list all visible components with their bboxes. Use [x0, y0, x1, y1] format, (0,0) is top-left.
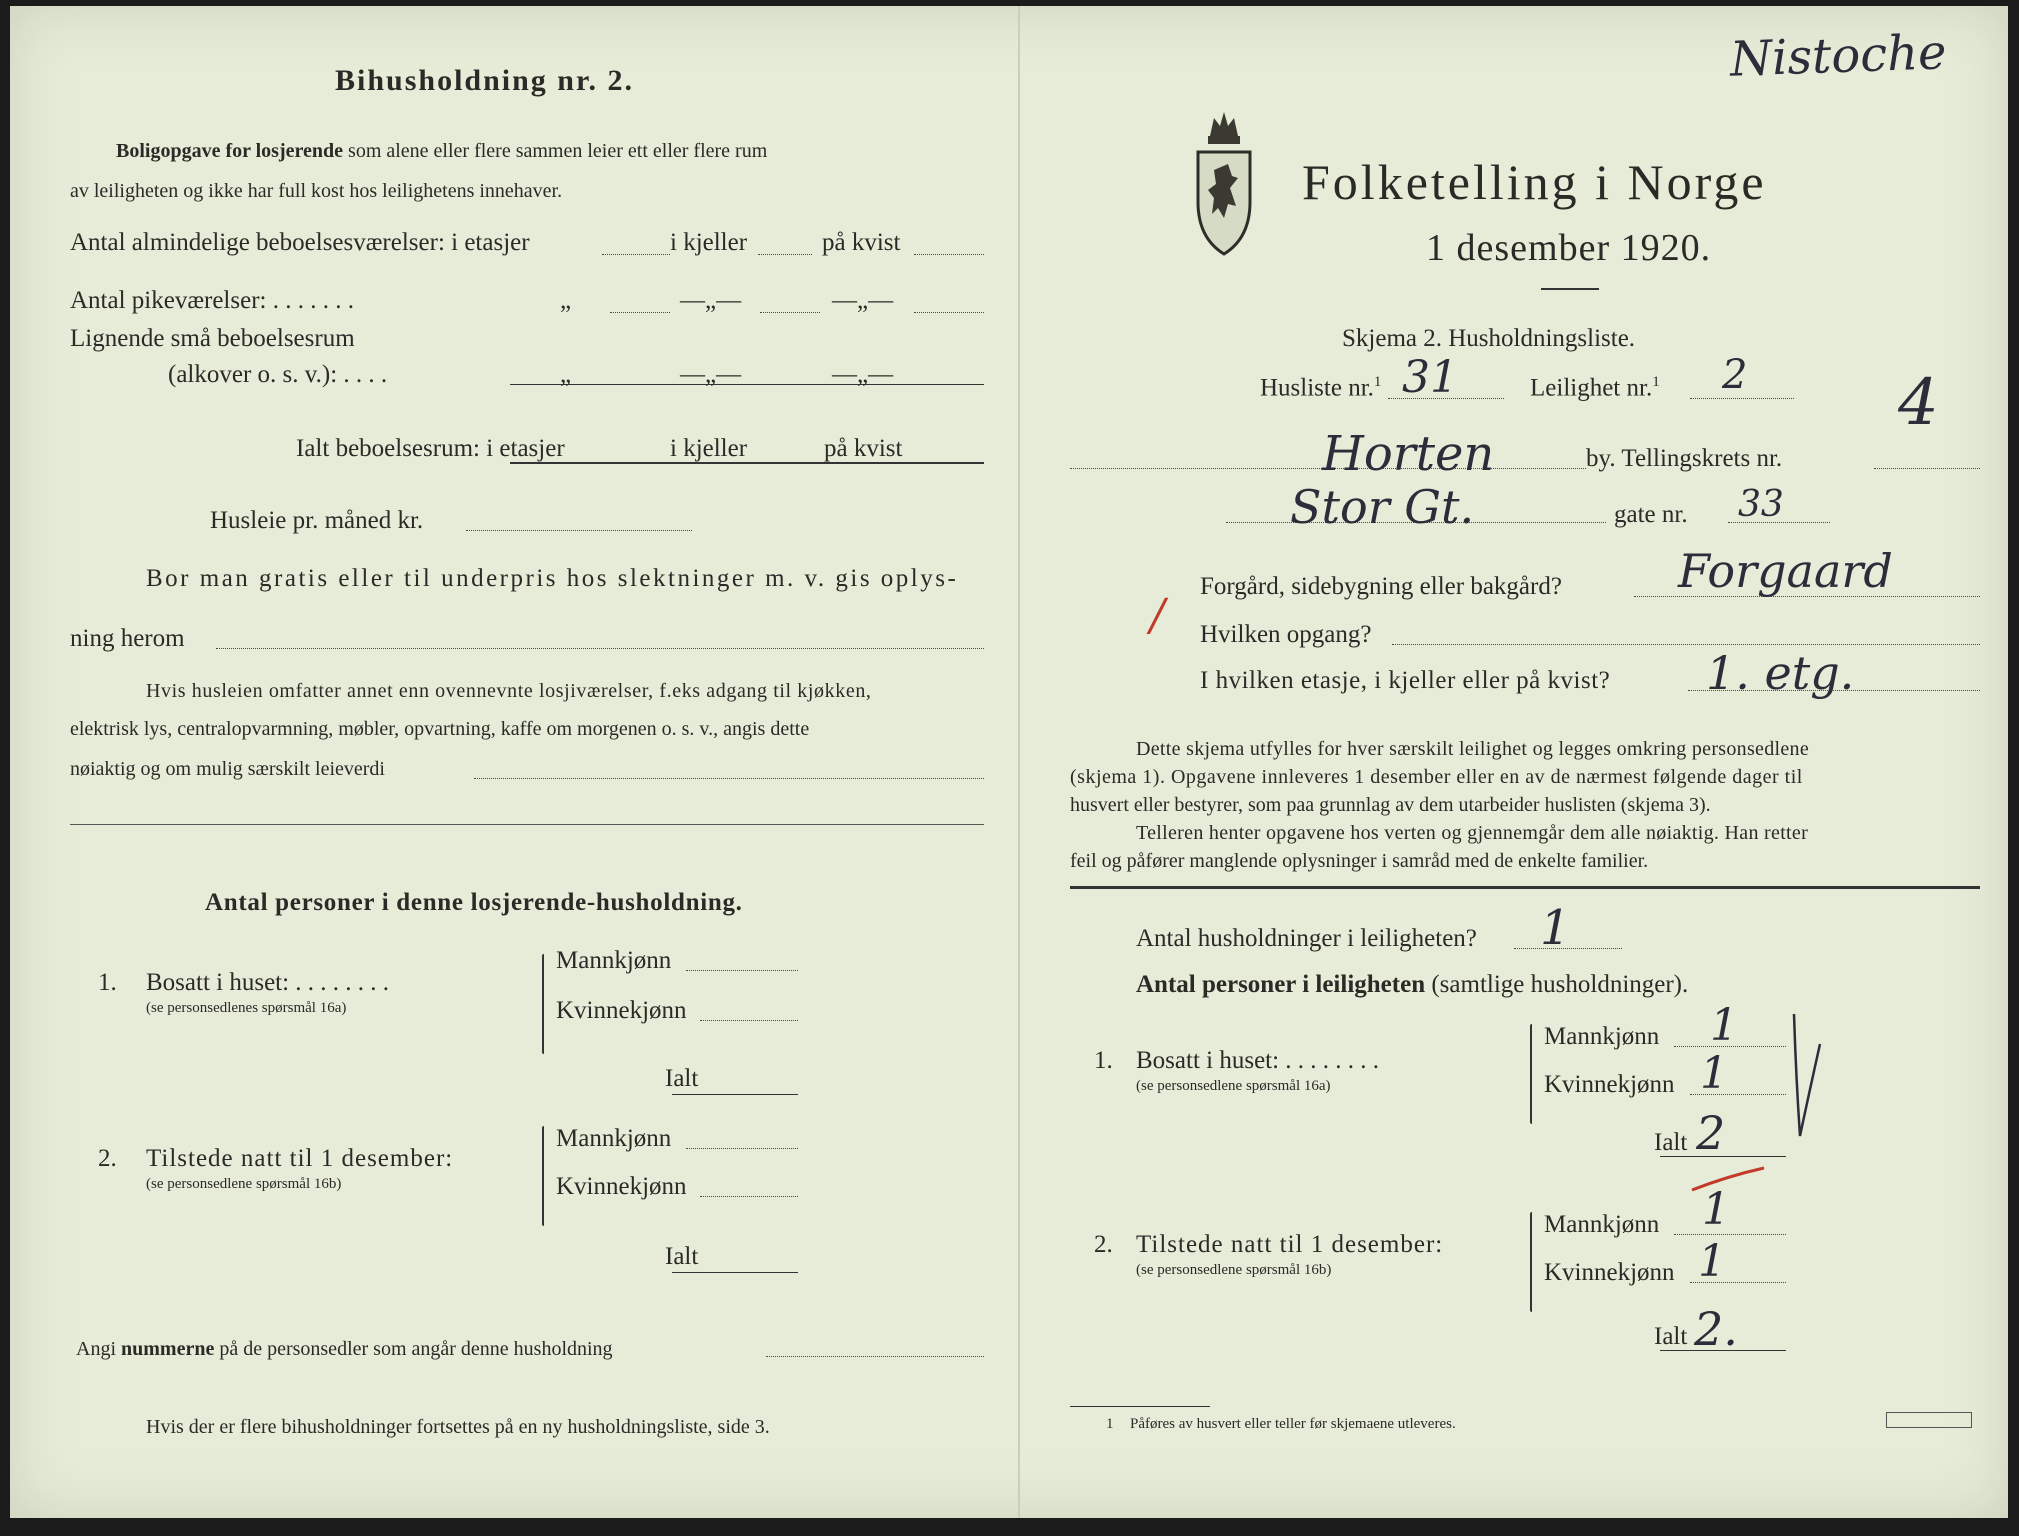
lignende-label-2: (alkover o. s. v.): . . . . — [168, 361, 388, 388]
r-q1-kvinne-label: Kvinnekjønn — [1544, 1071, 1675, 1098]
q1-mann-field[interactable] — [686, 970, 798, 971]
r-q1-mann-label: Mannkjønn — [1544, 1023, 1660, 1050]
lignende-ditto-3: —„— — [832, 361, 894, 388]
opgang-label: Hvilken opgang? — [1200, 621, 1372, 648]
q2-kvinne-label: Kvinnekjønn — [556, 1173, 687, 1200]
husleie-field[interactable] — [466, 530, 692, 531]
angi-pre: Angi — [76, 1338, 116, 1360]
hvis-line-3: nøiaktig og om mulig særskilt leieverdi — [70, 758, 385, 780]
rooms-kjeller-field[interactable] — [758, 254, 812, 255]
ialt-kjeller-label: i kjeller — [670, 435, 748, 462]
q1-label: Bosatt i huset: . . . . . . . . — [146, 969, 390, 996]
q2-number: 2. — [98, 1145, 117, 1172]
forgard-value: Forgaard — [1678, 544, 1893, 598]
lignende-ditto-1: „ — [560, 361, 572, 388]
ialt-kvist-label: på kvist — [824, 435, 903, 462]
left-page-bihusholdning — [10, 6, 1010, 1518]
angi-post: på de personsedler som angår denne husholdning — [219, 1338, 613, 1360]
instruction-line-4: Telleren henter opgavene hos verten og gjennemgår dem alle nøiaktig. Han retter — [1136, 822, 1809, 844]
bor-line-2: ning herom — [70, 625, 185, 652]
r-q2-mann-value: 1 — [1702, 1184, 1730, 1235]
pike-field-1[interactable] — [610, 312, 670, 313]
corner-handwritten-note: Nistoche — [1729, 24, 1948, 88]
q1-ialt-label: Ialt — [665, 1065, 699, 1092]
footnote-text: Påføres av husvert eller teller før skjemaene utleveres. — [1130, 1416, 1456, 1432]
etasje-label: I hvilken etasje, i kjeller eller på kvist? — [1200, 667, 1611, 694]
husleie-label: Husleie pr. måned kr. — [210, 507, 424, 534]
instruction-line-2: (skjema 1). Opgavene innleveres 1 desember eller en av de nærmest følgende dager til — [1070, 766, 1803, 788]
q2-ialt-label: Ialt — [665, 1243, 699, 1270]
etasje-value: 1. etg. — [1706, 646, 1855, 700]
q1-mann-label: Mannkjønn — [556, 947, 672, 974]
pike-ditto-1: „ — [560, 287, 572, 314]
husliste-label: Husliste nr.$^1$ — [1260, 374, 1382, 402]
r-q2-sub: (se personsedlene spørsmål 16b) — [1136, 1262, 1332, 1278]
r-q1-mann-value: 1 — [1710, 1000, 1738, 1051]
bor-field[interactable] — [216, 648, 984, 649]
husliste-value: 31 — [1402, 352, 1458, 403]
instruction-line-3: husvert eller bestyrer, som paa grunnlag av dem utarbeider huslisten (skjema 3). — [1070, 794, 1711, 816]
pike-ditto-3: —„— — [832, 287, 894, 314]
printer-stamp — [1886, 1412, 1972, 1428]
title-rule — [1541, 288, 1599, 290]
gate-nr-value: 33 — [1738, 484, 1784, 525]
ialt-rum-label: Ialt beboelsesrum: i etasjer — [296, 435, 565, 462]
personer-heading-rest: (samtlige husholdninger). — [1431, 971, 1689, 998]
census-form-sheet — [10, 6, 2008, 1518]
leilighet-value: 2 — [1722, 352, 1748, 398]
r-q2-number: 2. — [1094, 1231, 1113, 1258]
q2-label: Tilstede natt til 1 desember: — [146, 1145, 454, 1172]
right-page-husholdningsliste — [1026, 6, 2008, 1518]
lignende-label-1: Lignende små beboelsesrum — [70, 325, 355, 352]
rooms-etasjer-field[interactable] — [602, 254, 670, 255]
bor-line-1: Bor man gratis eller til underpris hos slektninger m. v. gis oplys- — [146, 565, 959, 592]
forgard-label: Forgård, sidebygning eller bakgård? — [1200, 573, 1562, 600]
husholdninger-label: Antal husholdninger i leiligheten? — [1136, 925, 1477, 952]
r-q1-brace — [1530, 1024, 1532, 1124]
r-q2-kvinne-label: Kvinnekjønn — [1544, 1259, 1675, 1286]
r-q2-ialt-label: Ialt — [1654, 1323, 1688, 1350]
hvis-line-1: Hvis husleien omfatter annet enn ovennevnte losjiværelser, f.eks adgang til kjøkken, — [146, 680, 872, 702]
left-title: Bihusholdning nr. 2. — [335, 64, 635, 97]
lignende-field-line[interactable] — [510, 384, 984, 385]
r-q1-sub: (se personsedlene spørsmål 16a) — [1136, 1078, 1331, 1094]
angi-field[interactable] — [766, 1356, 984, 1357]
q1-kvinne-label: Kvinnekjønn — [556, 997, 687, 1024]
leilighet-field[interactable] — [1690, 398, 1794, 399]
instruction-line-1: Dette skjema utfylles for hver særskilt leilighet og legges omkring personsedlene — [1136, 738, 1810, 760]
personer-heading-bold: Antal personer i leiligheten — [1136, 971, 1426, 998]
page-fold — [1018, 6, 1020, 1518]
rooms-kvist-field[interactable] — [914, 254, 984, 255]
norwegian-coat-of-arms-icon — [1192, 106, 1256, 258]
by-krets-label: by. Tellingskrets nr. — [1586, 445, 1783, 472]
instruction-line-5: feil og påfører manglende oplysninger i samråd med de enkelte familier. — [1070, 850, 1649, 872]
pike-ditto-2: —„— — [680, 287, 742, 314]
hvis-field-line-2[interactable] — [70, 824, 984, 825]
antal-personer-heading: Antal personer i denne losjerende-husholdning. — [205, 889, 743, 916]
ialt-rum-field-line[interactable] — [510, 462, 984, 464]
gate-value: Stor Gt. — [1290, 480, 1475, 534]
rooms-label: Antal almindelige beboelsesværelser: i etasjer — [70, 229, 530, 256]
intro-line-1 — [116, 138, 767, 164]
q1-kvinne-field[interactable] — [700, 1020, 798, 1021]
q2-mann-label: Mannkjønn — [556, 1125, 672, 1152]
intro-line-2: av leiligheten og ikke har full kost hos leilighetens innehaver. — [70, 180, 563, 202]
q2-ialt-field[interactable] — [672, 1272, 798, 1273]
opgang-field[interactable] — [1392, 644, 1980, 645]
r-q2-label: Tilstede natt til 1 desember: — [1136, 1231, 1444, 1258]
q2-brace — [542, 1126, 544, 1226]
krets-field[interactable] — [1874, 468, 1980, 469]
pike-field-3[interactable] — [914, 312, 984, 313]
intro-bold: Boligopgave for losjerende — [116, 140, 344, 162]
intro-rest: som alene eller flere sammen leier ett eller flere rum — [348, 140, 768, 162]
r-q2-mann-label: Mannkjønn — [1544, 1211, 1660, 1238]
pike-field-2[interactable] — [760, 312, 820, 313]
r-q1-label: Bosatt i huset: . . . . . . . . — [1136, 1047, 1380, 1074]
angi-line — [76, 1336, 613, 1362]
q1-ialt-field[interactable] — [672, 1094, 798, 1095]
q1-brace — [542, 954, 544, 1054]
q2-mann-field[interactable] — [686, 1148, 798, 1149]
r-q2-brace — [1530, 1212, 1532, 1312]
checkmark-tick-icon — [1788, 1008, 1828, 1148]
pike-label: Antal pikeværelser: . . . . . . . — [70, 287, 354, 314]
r-q2-kvinne-value: 1 — [1698, 1236, 1726, 1287]
main-title: Folketelling i Norge — [1302, 154, 1767, 210]
footnote-rule — [1070, 1406, 1210, 1407]
gate-label: gate nr. — [1614, 501, 1688, 528]
section-rule — [1070, 886, 1980, 889]
q1-sub: (se personsedlenes spørsmål 16a) — [146, 1000, 347, 1016]
r-q1-ialt-value: 2 — [1696, 1106, 1726, 1160]
rooms-kjeller-label: i kjeller — [670, 229, 748, 256]
q2-kvinne-field[interactable] — [700, 1196, 798, 1197]
left-footer: Hvis der er flere bihusholdninger fortsettes på en ny husholdningsliste, side 3. — [146, 1416, 770, 1438]
footnote-number: 1 — [1106, 1416, 1114, 1432]
r-q2-mann-field[interactable] — [1674, 1234, 1786, 1235]
angi-bold: nummerne — [121, 1338, 215, 1360]
krets-value: 4 — [1898, 366, 1939, 440]
leilighet-label: Leilighet nr.$^1$ — [1530, 374, 1660, 402]
lignende-ditto-2: —„— — [680, 361, 742, 388]
r-q1-ialt-label: Ialt — [1654, 1129, 1688, 1156]
r-q1-kvinne-value: 1 — [1700, 1048, 1728, 1099]
personer-heading — [1136, 970, 1688, 1000]
husholdninger-value: 1 — [1540, 900, 1571, 956]
q2-sub: (se personsedlene spørsmål 16b) — [146, 1176, 342, 1192]
r-q1-number: 1. — [1094, 1047, 1113, 1074]
hvis-line-2: elektrisk lys, centralopvarmning, møbler, opvartning, kaffe om morgenen o. s. v., angis dette — [70, 718, 810, 740]
skjema-label: Skjema 2. Husholdningsliste. — [1342, 325, 1636, 352]
r-q2-ialt-value: 2. — [1694, 1302, 1738, 1356]
margin-tick-mark: / — [1150, 590, 1165, 641]
hvis-field[interactable] — [474, 778, 984, 779]
rooms-kvist-label: på kvist — [822, 229, 901, 256]
census-date: 1 desember 1920. — [1426, 227, 1712, 269]
q1-number: 1. — [98, 969, 117, 996]
by-value: Horten — [1322, 426, 1495, 482]
